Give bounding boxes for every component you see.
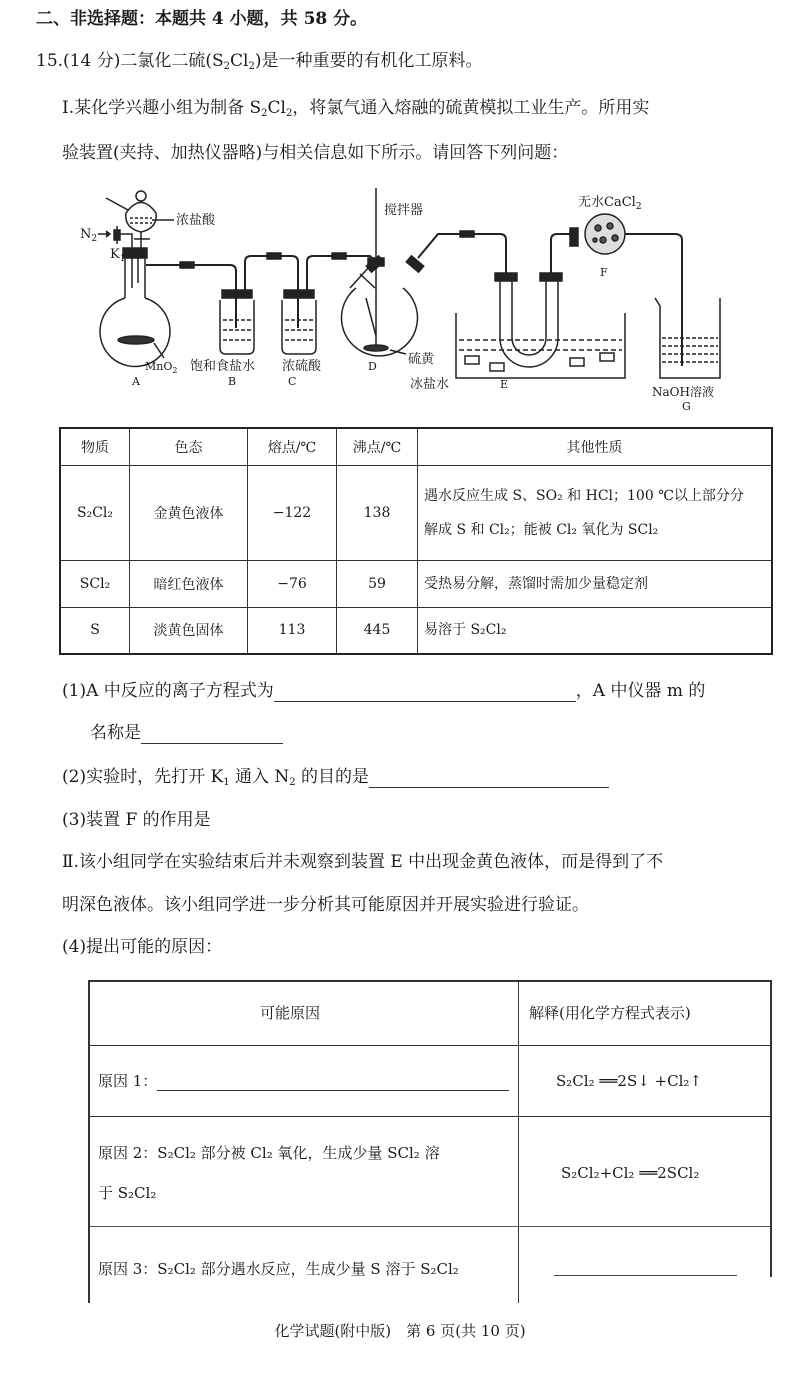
page-footer: 化学试题(附中版) 第 6 页(共 10 页) bbox=[274, 1322, 526, 1340]
label-f: F bbox=[600, 266, 608, 279]
properties-table bbox=[59, 427, 773, 655]
label-naoh: NaOH溶液 bbox=[652, 385, 714, 399]
cell-other: 易溶于 S₂Cl₂ bbox=[418, 607, 773, 654]
label-mno2: MnO$_2$ bbox=[145, 360, 178, 375]
label-k1: $K_1$ bbox=[110, 247, 126, 264]
table-divider bbox=[88, 1116, 771, 1117]
intro-text: Cl bbox=[230, 51, 249, 71]
reason-3: 原因 3：S₂Cl₂ 部分遇水反应，生成少量 S 溶于 S₂Cl₂ bbox=[98, 1260, 459, 1278]
part1-text: ，将氯气通入熔融的硫黄模拟工业生产。所用实 bbox=[292, 98, 650, 118]
other-line: 遇水反应生成 S、SO₂ 和 HCl；100 ℃以上部分分 bbox=[424, 487, 744, 504]
table-column-divider bbox=[518, 980, 519, 1303]
cell-bp: 59 bbox=[337, 560, 418, 607]
cell-substance: SCl₂ bbox=[60, 560, 130, 607]
label-n2: $N_2$ bbox=[80, 227, 98, 244]
header-state: 色态 bbox=[130, 428, 248, 465]
part2-line2: 明深色液体。该小组同学进一步分析其可能原因并开展实验进行验证。 bbox=[62, 895, 589, 915]
part1-line1 bbox=[62, 97, 649, 119]
three-neck-flask-d bbox=[342, 188, 506, 356]
cell-bp: 445 bbox=[337, 607, 418, 654]
subscript: 2 bbox=[223, 61, 230, 72]
label-cacl2: 无水CaCl$_2$ bbox=[578, 195, 642, 212]
label-ice: 冰盐水 bbox=[410, 377, 450, 392]
answer-blank-reason-1[interactable] bbox=[157, 1074, 509, 1091]
question-3: (3)装置 F 的作用是 bbox=[62, 810, 211, 830]
answer-blank-n2-purpose[interactable] bbox=[369, 769, 609, 788]
q1-text: ，A 中仪器 m 的 bbox=[575, 681, 706, 701]
wash-bottle-c bbox=[282, 256, 376, 354]
answer-blank-ionic-equation[interactable] bbox=[274, 683, 576, 702]
reason-1 bbox=[98, 1071, 509, 1091]
question-2 bbox=[62, 766, 609, 788]
question-number: 15.(14 分) bbox=[36, 51, 121, 71]
drying-tube-f bbox=[570, 214, 682, 366]
u-tube-e bbox=[456, 234, 625, 378]
table-row bbox=[60, 465, 772, 560]
label-a: A bbox=[132, 375, 140, 388]
reason-2-line1: 原因 2：S₂Cl₂ 部分被 Cl₂ 氧化，生成少量 SCl₂ 溶 bbox=[98, 1144, 440, 1162]
intro-text: )是一种重要的有机化工原料。 bbox=[254, 51, 483, 71]
label-g: G bbox=[682, 400, 691, 413]
header-other: 其他性质 bbox=[418, 428, 773, 465]
label-c: C bbox=[288, 375, 297, 388]
q2-text: 的目的是 bbox=[295, 767, 370, 787]
table-border-top bbox=[88, 980, 771, 982]
cell-state: 暗红色液体 bbox=[130, 560, 248, 607]
n2-inlet-k1 bbox=[98, 226, 132, 248]
cell-other bbox=[418, 465, 773, 560]
cell-state: 金黄色液体 bbox=[130, 465, 248, 560]
header-explanation: 解释(用化学方程式表示) bbox=[529, 1004, 691, 1022]
part1-text: Cl bbox=[267, 98, 286, 118]
intro-text: 二氯化二硫(S bbox=[120, 51, 224, 71]
table-row bbox=[60, 607, 772, 654]
header-substance: 物质 bbox=[60, 428, 130, 465]
part1-line2: 验装置(夹持、加热仪器略)与相关信息如下所示。请回答下列问题： bbox=[62, 143, 569, 163]
subscript: 2 bbox=[286, 108, 293, 119]
q2-text: 通入 N bbox=[229, 767, 290, 787]
subscript: 2 bbox=[248, 61, 255, 72]
explanation-1: S₂Cl₂ ══2S↓ +Cl₂↑ bbox=[556, 1072, 702, 1090]
reason-1-label: 原因 1： bbox=[98, 1072, 158, 1090]
label-hcl: 浓盐酸 bbox=[176, 213, 216, 228]
cell-substance: S₂Cl₂ bbox=[60, 465, 130, 560]
subscript: 2 bbox=[261, 108, 268, 119]
apparatus-diagram bbox=[70, 188, 730, 413]
q1-text: 名称是 bbox=[90, 723, 141, 743]
label-d: D bbox=[368, 360, 377, 373]
reason-2-line2: 于 S₂Cl₂ bbox=[98, 1184, 157, 1202]
cell-bp: 138 bbox=[337, 465, 418, 560]
cell-other: 受热易分解，蒸馏时需加少量稳定剂 bbox=[418, 560, 773, 607]
cell-substance: S bbox=[60, 607, 130, 654]
header-possible-reason: 可能原因 bbox=[260, 1004, 321, 1022]
q1-text: (1)A 中反应的离子方程式为 bbox=[62, 681, 274, 701]
question-1-line1 bbox=[62, 680, 705, 702]
cell-mp: −76 bbox=[248, 560, 337, 607]
explanation-2: S₂Cl₂+Cl₂ ══2SCl₂ bbox=[561, 1164, 700, 1182]
section-heading: 二、非选择题：本题共 4 小题，共 58 分。 bbox=[36, 9, 368, 29]
subscript: 1 bbox=[223, 777, 230, 788]
cell-mp: −122 bbox=[248, 465, 337, 560]
label-sulfur: 硫黄 bbox=[408, 352, 435, 367]
label-e: E bbox=[500, 378, 509, 391]
cell-state: 淡黄色固体 bbox=[130, 607, 248, 654]
table-divider bbox=[88, 1226, 771, 1227]
table-row bbox=[60, 560, 772, 607]
table-border-right bbox=[770, 980, 772, 1277]
question-4: (4)提出可能的原因： bbox=[62, 937, 223, 957]
subscript: 2 bbox=[289, 777, 296, 788]
part2-line1: Ⅱ.该小组同学在实验结束后并未观察到装置 E 中出现金黄色液体，而是得到了不 bbox=[62, 852, 664, 872]
label-brine: 饱和食盐水 bbox=[190, 359, 256, 374]
other-line: 解成 S 和 Cl₂；能被 Cl₂ 氧化为 SCl₂ bbox=[424, 521, 659, 538]
label-b: B bbox=[228, 375, 237, 388]
cell-mp: 113 bbox=[248, 607, 337, 654]
question-intro bbox=[36, 50, 482, 72]
table-header-row bbox=[60, 428, 772, 465]
label-stirrer: 搅拌器 bbox=[384, 203, 424, 218]
answer-blank-instrument-name[interactable] bbox=[141, 725, 283, 744]
table-border-left bbox=[88, 980, 90, 1303]
label-h2so4: 浓硫酸 bbox=[282, 359, 322, 374]
part1-text: Ⅰ.某化学兴趣小组为制备 S bbox=[62, 98, 262, 118]
q2-text: (2)实验时，先打开 K bbox=[62, 767, 224, 787]
beaker-g bbox=[655, 298, 720, 378]
header-bp: 沸点/℃ bbox=[337, 428, 418, 465]
question-1-line2 bbox=[90, 722, 283, 744]
answer-blank-explanation-3[interactable] bbox=[554, 1275, 737, 1276]
header-mp: 熔点/℃ bbox=[248, 428, 337, 465]
table-divider bbox=[88, 1045, 771, 1046]
